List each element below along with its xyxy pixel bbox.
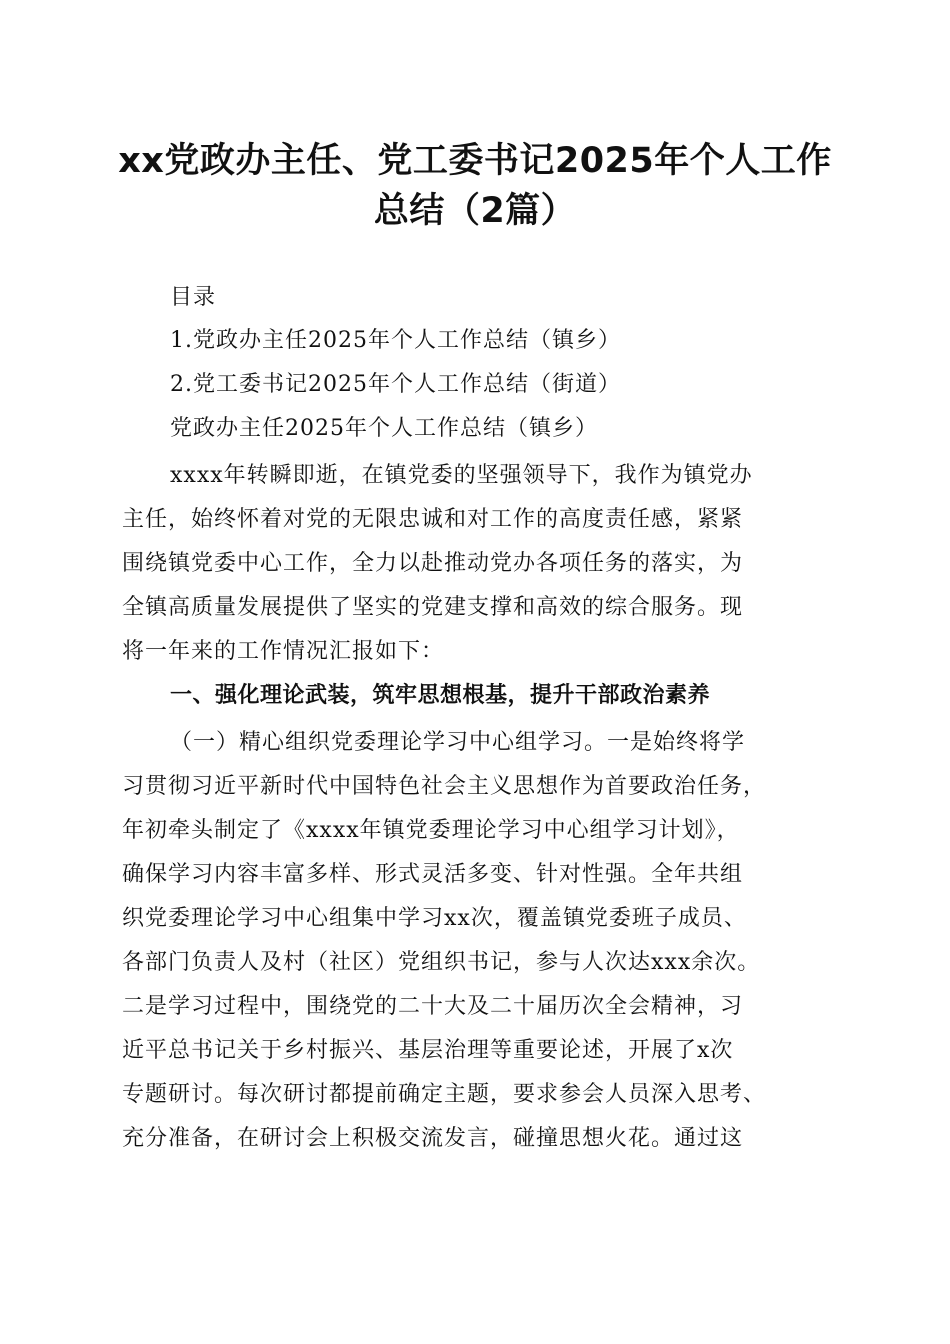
document-title [110,136,840,236]
body-line: 二是学习过程中，围绕党的二十大及二十届历次全会精神，习 [122,994,744,1019]
body-line: 充分准备，在研讨会上积极交流发言，碰撞思想火花。通过这 [122,1126,744,1151]
title-line-1: xx党政办主任、党工委书记2025年个人工作 [118,141,832,181]
toc-item-1: 1.党政办主任2025年个人工作总结（镇乡） [170,328,621,353]
intro-line: xxxx年转瞬即逝，在镇党委的坚强领导下，我作为镇党办 [170,463,753,488]
body-line: 确保学习内容丰富多样、形式灵活多变、针对性强。全年共组 [122,862,744,887]
title-line-2: 总结（2篇） [373,191,577,231]
intro-line: 主任，始终怀着对党的无限忠诚和对工作的高度责任感，紧紧 [122,507,744,532]
intro-line: 全镇高质量发展提供了坚实的党建支撑和高效的综合服务。现 [122,595,744,620]
intro-line: 围绕镇党委中心工作，全力以赴推动党办各项任务的落实，为 [122,551,744,576]
body-line: 专题研讨。每次研讨都提前确定主题，要求参会人员深入思考、 [122,1082,767,1107]
toc-label: 目录 [170,285,217,310]
body-line: 近平总书记关于乡村振兴、基层治理等重要论述，开展了x次 [122,1038,734,1063]
intro-line: 将一年来的工作情况汇报如下： [122,639,445,664]
heading-1: 一、强化理论武装，筑牢思想根基，提升干部政治素养 [170,683,711,708]
toc-item-2: 2.党工委书记2025年个人工作总结（街道） [170,372,621,397]
body-line: 各部门负责人及村（社区）党组织书记，参与人次达xxx余次。 [122,950,761,975]
body-line: 习贯彻习近平新时代中国特色社会主义思想作为首要政治任务， [122,774,767,799]
body-line: （一）精心组织党委理论学习中心组学习。一是始终将学 [170,730,746,755]
body-line: 织党委理论学习中心组集中学习xx次，覆盖镇党委班子成员、 [122,906,747,931]
body-line: 年初牵头制定了《xxxx年镇党委理论学习中心组学习计划》， [122,818,740,843]
section-title: 党政办主任2025年个人工作总结（镇乡） [170,416,598,441]
